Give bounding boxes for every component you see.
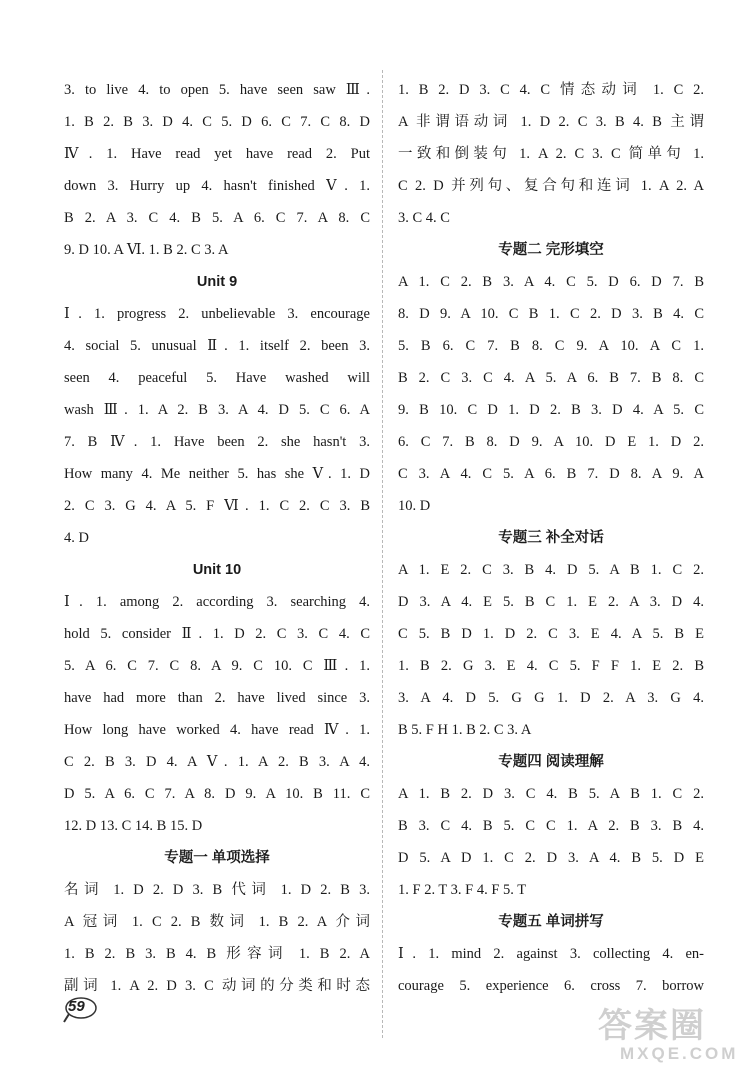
section-heading-topic-4: 专题四 阅读理解	[498, 754, 604, 770]
answer-line: C 5. B D 1. D 2. C 3. E 4. A 5. B E	[398, 626, 704, 642]
answer-line: have had more than 2. have lived since 3.	[64, 690, 370, 706]
answer-line: 10. D	[398, 498, 431, 514]
answer-line: 4. social 5. unusual Ⅱ. 1. itself 2. been 3.	[64, 338, 370, 354]
answer-line: B 5. F H 1. B 2. C 3. A	[398, 722, 532, 738]
answer-line: 1. B 2. G 3. E 4. C 5. F F 1. E 2. B	[398, 658, 704, 674]
answer-line: 3. to live 4. to open 5. have seen saw Ⅲ.	[64, 82, 370, 98]
answer-line: C 2. B 3. D 4. A Ⅴ. 1. A 2. B 3. A 4.	[64, 754, 370, 770]
watermark-url: MXQE.COM	[620, 1044, 739, 1063]
section-heading-topic-1: 专题一 单项选择	[164, 850, 270, 866]
answer-line: C 3. A 4. C 5. A 6. B 7. D 8. A 9. A	[398, 466, 704, 482]
answer-line: B 3. C 4. B 5. C C 1. A 2. B 3. B 4.	[398, 818, 704, 834]
answer-line: 12. D 13. C 14. B 15. D	[64, 818, 203, 834]
answer-line: 名词 1. D 2. D 3. B 代词 1. D 2. B 3.	[64, 882, 370, 898]
answer-line: 3. C 4. C	[398, 210, 450, 226]
answer-line: 一致和倒装句 1. A 2. C 3. C 简单句 1.	[398, 146, 704, 162]
answer-line: A 1. E 2. C 3. B 4. D 5. A B 1. C 2.	[398, 562, 704, 578]
column-divider	[382, 70, 383, 1038]
answer-line: A 冠词 1. C 2. B 数词 1. B 2. A 介词	[64, 914, 370, 930]
answer-line: A 1. C 2. B 3. A 4. C 5. D 6. D 7. B	[398, 274, 704, 290]
answer-line: Ⅰ. 1. mind 2. against 3. collecting 4. en-	[398, 946, 704, 962]
answer-line: D 5. A 6. C 7. A 8. D 9. A 10. B 11. C	[64, 786, 370, 802]
section-heading-unit-10: Unit 10	[192, 562, 242, 578]
answer-line: How many 4. Me neither 5. has she Ⅴ. 1. D	[64, 466, 370, 482]
answer-line: down 3. Hurry up 4. hasn't finished Ⅴ. 1.	[64, 178, 370, 194]
answer-line: 2. C 3. G 4. A 5. F Ⅵ. 1. C 2. C 3. B	[64, 498, 370, 514]
answer-line: B 2. C 3. C 4. A 5. A 6. B 7. B 8. C	[398, 370, 704, 386]
answer-line: seen 4. peaceful 5. Have washed will	[64, 370, 370, 386]
watermark-logo	[598, 1008, 750, 1070]
answer-line: 8. D 9. A 10. C B 1. C 2. D 3. B 4. C	[398, 306, 704, 322]
section-heading-topic-5: 专题五 单词拼写	[498, 914, 604, 930]
right-column	[398, 74, 704, 1002]
answer-line: courage 5. experience 6. cross 7. borrow	[398, 978, 704, 994]
answer-line: wash Ⅲ. 1. A 2. B 3. A 4. D 5. C 6. A	[64, 402, 370, 418]
answer-line: hold 5. consider Ⅱ. 1. D 2. C 3. C 4. C	[64, 626, 370, 642]
answer-line: A 非谓语动词 1. D 2. C 3. B 4. B 主谓	[398, 114, 704, 130]
answer-line: 1. B 2. B 3. B 4. B 形容词 1. B 2. A	[64, 946, 370, 962]
answer-line: 4. D	[64, 530, 89, 546]
answer-line: C 2. D 并列句、复合句和连词 1. A 2. A	[398, 178, 704, 194]
answer-line: 7. B Ⅳ. 1. Have been 2. she hasn't 3.	[64, 434, 370, 450]
answer-line: 副词 1. A 2. D 3. C 动词的分类和时态	[64, 978, 370, 994]
answer-line: Ⅰ. 1. progress 2. unbelievable 3. encourage	[64, 306, 370, 322]
answer-line: D 3. A 4. E 5. B C 1. E 2. A 3. D 4.	[398, 594, 704, 610]
answer-line: 1. F 2. T 3. F 4. F 5. T	[398, 882, 527, 898]
answer-line: 6. C 7. B 8. D 9. A 10. D E 1. D 2.	[398, 434, 704, 450]
answer-line: A 1. B 2. D 3. C 4. B 5. A B 1. C 2.	[398, 786, 704, 802]
left-column	[64, 74, 370, 1002]
section-heading-unit-9: Unit 9	[196, 274, 238, 290]
answer-line: Ⅳ. 1. Have read yet have read 2. Put	[64, 146, 370, 162]
answer-line: Ⅰ. 1. among 2. according 3. searching 4.	[64, 594, 370, 610]
answer-line: How long have worked 4. have read Ⅳ. 1.	[64, 722, 370, 738]
watermark-text: 答案圈	[598, 1007, 706, 1045]
answer-line: D 5. A D 1. C 2. D 3. A 4. B 5. D E	[398, 850, 704, 866]
answer-line: 1. B 2. D 3. C 4. C 情态动词 1. C 2.	[398, 82, 704, 98]
section-heading-topic-3: 专题三 补全对话	[498, 530, 604, 546]
answer-line: 5. A 6. C 7. C 8. A 9. C 10. C Ⅲ. 1.	[64, 658, 370, 674]
answer-line: 9. B 10. C D 1. D 2. B 3. D 4. A 5. C	[398, 402, 704, 418]
answer-line: 3. A 4. D 5. G G 1. D 2. A 3. G 4.	[398, 690, 704, 706]
answer-line: 1. B 2. B 3. D 4. C 5. D 6. C 7. C 8. D	[64, 114, 370, 130]
answer-line: B 2. A 3. C 4. B 5. A 6. C 7. A 8. C	[64, 210, 370, 226]
answer-line: 5. B 6. C 7. B 8. C 9. A 10. A C 1.	[398, 338, 704, 354]
page-number: 59	[68, 998, 85, 1015]
section-heading-topic-2: 专题二 完形填空	[498, 242, 604, 258]
answer-line: 9. D 10. A Ⅵ. 1. B 2. C 3. A	[64, 242, 229, 258]
